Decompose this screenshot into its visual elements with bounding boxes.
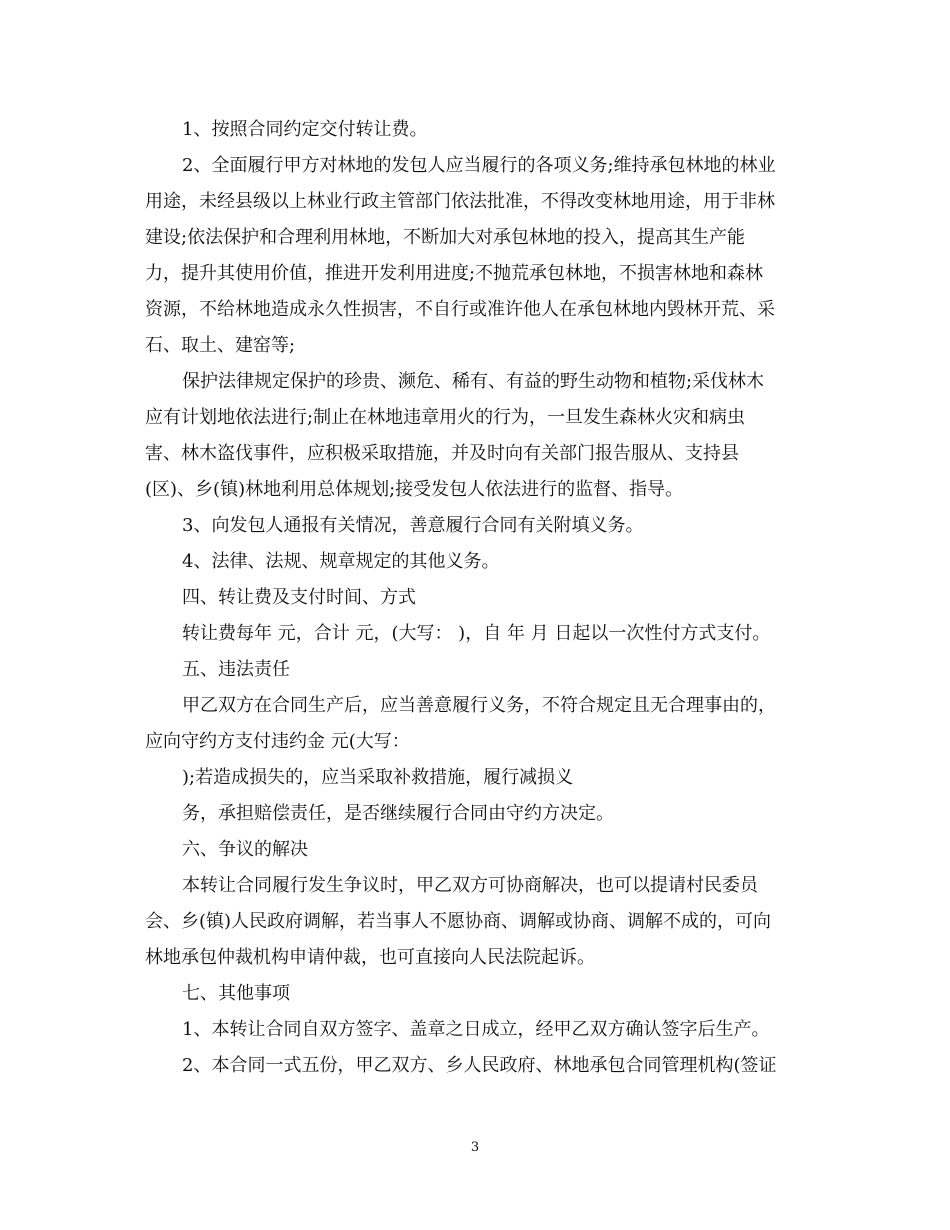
text-line: 害、林木盗伐事件，应积极采取措施，并及时向有关部门报告服从、支持县	[145, 443, 739, 464]
section-heading: 四、转让费及支付时间、方式	[182, 587, 416, 608]
text-line: 2、全面履行甲方对林地的发包人应当履行的各项义务;维持承包林地的林业	[182, 155, 776, 176]
text-line: 保护法律规定保护的珍贵、濒危、稀有、有益的野生动物和植物;采伐林木	[182, 371, 765, 392]
text-line: 1、本转让合同自双方签字、盖章之日成立，经甲乙双方确认签字后生产。	[182, 1019, 770, 1040]
page-number: 3	[470, 1140, 480, 1155]
text-line: (区)、乡(镇)林地利用总体规划;接受发包人依法进行的监督、指导。	[145, 479, 684, 500]
text-line: );若造成损失的，应当采取补救措施，履行减损义	[182, 767, 574, 788]
text-line: 应向守约方支付违约金 元(大写：	[145, 731, 410, 752]
text-line: 用途，未经县级以上林业行政主管部门依法批准，不得改变林地用途，用于非林	[145, 191, 775, 212]
text-line: 务，承担赔偿责任，是否继续履行合同由守约方决定。	[182, 803, 614, 824]
section-heading: 六、争议的解决	[182, 839, 308, 860]
section-heading: 七、其他事项	[182, 983, 290, 1004]
section-heading: 五、违法责任	[182, 659, 290, 680]
text-line: 转让费每年 元，合计 元，(大写： )，自 年 月 日起以一次性付方式支付。	[182, 623, 771, 644]
text-line: 建设;依法保护和合理利用林地，不断加大对承包林地的投入，提高其生产能	[145, 227, 746, 248]
text-line: 林地承包仲裁机构申请仲裁，也可直接向人民法院起诉。	[145, 947, 595, 968]
text-line: 应有计划地依法进行;制止在林地违章用火的行为，一旦发生森林火灾和病虫	[145, 407, 746, 428]
text-line: 石、取土、建窑等;	[145, 335, 296, 356]
text-line: 本转让合同履行发生争议时，甲乙双方可协商解决，也可以提请村民委员	[182, 875, 758, 896]
text-line: 1、按照合同约定交付转让费。	[182, 119, 428, 140]
text-line: 甲乙双方在合同生产后，应当善意履行义务，不符合规定且无合理事由的，	[182, 695, 776, 716]
text-line: 力，提升其使用价值，推进开发利用进度;不抛荒承包林地，不损害林地和森林	[145, 263, 764, 284]
text-line: 4、法律、法规、规章规定的其他义务。	[182, 551, 500, 572]
text-line: 2、本合同一式五份，甲乙双方、乡人民政府、林地承包合同管理机构(签证	[182, 1055, 777, 1076]
text-line: 资源，不给林地造成永久性损害，不自行或准许他人在承包林地内毁林开荒、采	[145, 299, 775, 320]
text-line: 会、乡(镇)人民政府调解，若当事人不愿协商、调解或协商、调解不成的，可向	[145, 911, 772, 932]
text-line: 3、向发包人通报有关情况，善意履行合同有关附填义务。	[182, 515, 644, 536]
